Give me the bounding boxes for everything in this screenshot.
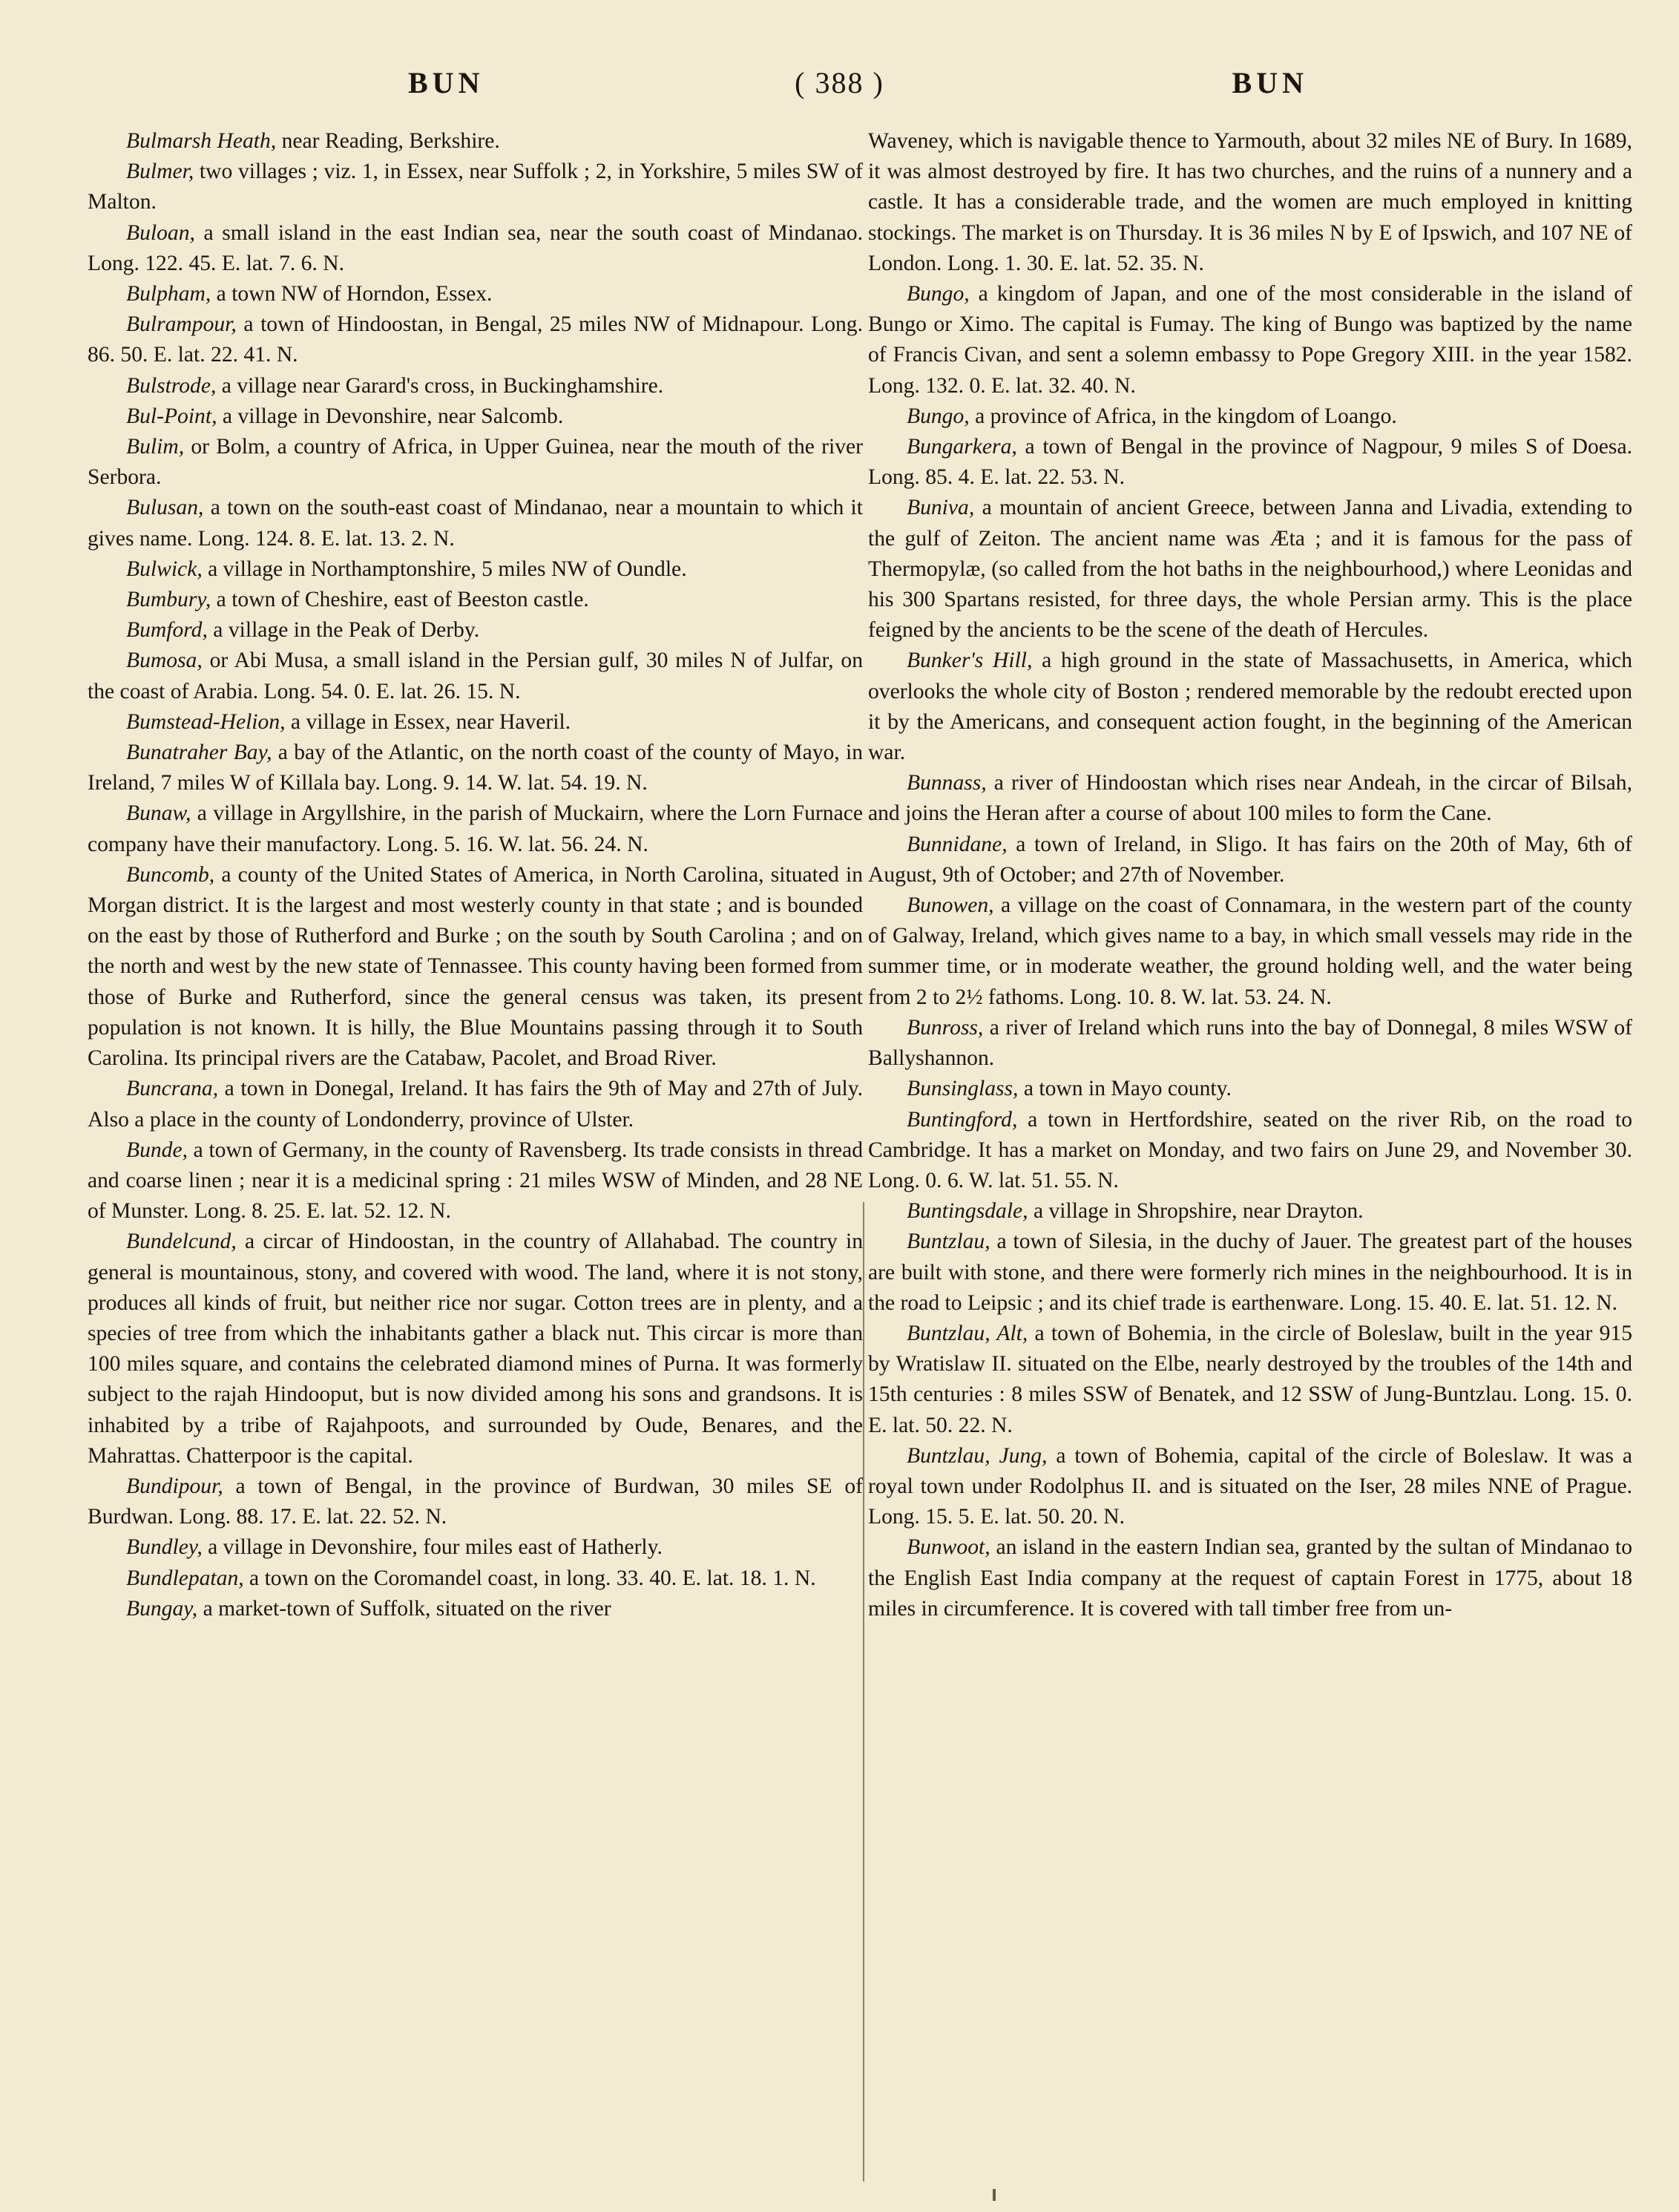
gazetteer-entry (868, 830, 1632, 890)
entry-description: a bay of the Atlantic, on the north coast of the county of Mayo, in Ireland, 7 miles W of Killala bay. Long. 9. 14. W. lat. 54. 19. N. (88, 741, 863, 795)
entry-term: Buntzlau, Alt, (907, 1321, 1028, 1345)
entry-term: Bulusan, (126, 496, 204, 520)
gazetteer-entry (88, 738, 863, 798)
entry-description: a village in Devonshire, four miles east of Hatherly. (202, 1535, 663, 1560)
gazetteer-entry (868, 126, 1632, 279)
gazetteer-entry (88, 401, 863, 432)
entry-description: a town of Cheshire, east of Beeston castle. (211, 588, 589, 612)
entry-description: a high ground in the state of Massachusetts, in America, which overlooks the whole city of Boston ; rendered memorable by the redoubt erected upon it by the Americans, and consequent action fought, in the beginning of the American war. (868, 649, 1632, 765)
column-divider (863, 1202, 864, 2182)
entry-description: an island in the eastern Indian sea, granted by the sultan of Mindanao to the English East India company at the request of captain Forest in 1775, about 18 miles in circumference. It is covered with tall timber free from un- (868, 1535, 1632, 1621)
entry-description: a mountain of ancient Greece, between Janna and Livadia, extending to the gulf of Zeiton. The ancient name was Æta ; and it is famous for the pass of Thermopylæ, (so called from the hot baths in the neighbourhood,) where Leonidas and his 300 Spartans resisted, for three days, the whole Persian army. This is the place feigned by the ancients to be the scene of the death of Hercules. (868, 496, 1632, 643)
entry-term: Bunatraher Bay, (126, 741, 272, 765)
entry-term: Bulmer, (126, 160, 194, 184)
entry-description: a river of Hindoostan which rises near Andeah, in the circar of Bilsah, and joins the Heran after a course of about 100 miles to form the Cane. (868, 771, 1632, 826)
gazetteer-entry (88, 1074, 863, 1135)
entry-description: a town in Mayo county. (1018, 1077, 1232, 1101)
entry-term: Buntingford, (907, 1107, 1018, 1132)
gazetteer-entry (868, 493, 1632, 646)
entry-description: a town of Bengal, in the province of Burdwan, 30 miles SE of Burdwan. Long. 88. 17. E. lat. 22. 52. N. (88, 1474, 863, 1529)
entry-description: a town of Hindoostan, in Bengal, 25 miles NW of Midnapour. Long. 86. 50. E. lat. 22. 41. N. (88, 312, 863, 367)
gazetteer-entry (88, 493, 863, 554)
entry-description: a town in Hertfordshire, seated on the river Rib, on the road to Cambridge. It has a market on Monday, and two fairs on June 29, and November 30. Long. 0. 6. W. lat. 51. 55. N. (868, 1107, 1632, 1192)
entry-term: Buntzlau, (907, 1230, 990, 1254)
gazetteer-entry (88, 1563, 863, 1594)
entry-description: a town of Bohemia, in the circle of Boleslaw, built in the year 915 by Wratislaw II. situated on the Elbe, nearly destroyed by the troubles of the 14th and 15th centuries : 8 miles SSW of Benatek, and 12 SSW of Jung-Buntzlau. Long. 15. 0. E. lat. 50. 22. N. (868, 1321, 1632, 1437)
page-mark (993, 2189, 996, 2201)
entry-description: a circar of Hindoostan, in the country of Allahabad. The country in general is mountainous, stony, and covered with wood. The land, where it is not stony, produces all kinds of fruit, but neither rice nor sugar. Cotton trees are in plenty, and a species of tree from which the inhabitants gather a black nut. This circar is more than 100 miles square, and contains the celebrated diamond mines of Purna. It was formerly subject to the rajah Hindooput, but is now divided among his sons and grandsons. It is inhabited by a tribe of Rajahpoots, and surrounded by Oude, Benares, and the Mahrattas. Chatterpoor is the capital. (88, 1230, 863, 1468)
entry-term: Bumford, (126, 618, 208, 643)
entry-description: a village near Garard's cross, in Buckinghamshire. (216, 373, 664, 398)
entry-term: Buntzlau, Jung, (907, 1443, 1048, 1468)
gazetteer-entry (88, 1471, 863, 1532)
entry-term: Bundley, (126, 1535, 203, 1560)
entry-description: two villages ; viz. 1, in Essex, near Suffolk ; 2, in Yorkshire, 5 miles SW of Malton. (88, 160, 863, 214)
entry-description: a town in Donegal, Ireland. It has fairs the 9th of May and 27th of July. Also a place in the county of Londonderry, province of Ulster. (88, 1077, 863, 1132)
entry-term: Bungo, (907, 282, 970, 306)
entry-term: Bulpham, (126, 282, 211, 306)
gazetteer-entry (868, 890, 1632, 1013)
entry-description: a town on the Coromandel coast, in long. 33. 40. E. lat. 18. 1. N. (243, 1566, 816, 1590)
entry-description: a village on the coast of Connamara, in the western part of the county of Galway, Ireland, which gives name to a bay, in which small vessels may ride in the summer time, or in moderate weather, the ground holding well, and the water being from 2 to 2½ fathoms. Long. 10. 8. W. lat. 53. 24. N. (868, 893, 1632, 1009)
entry-description: or Bolm, a country of Africa, in Upper Guinea, near the mouth of the river Serbora. (88, 435, 863, 490)
entry-term: Bundlepatan, (126, 1566, 244, 1590)
gazetteer-entry (868, 401, 1632, 432)
page-header (111, 65, 1568, 117)
entry-term: Bundelcund, (126, 1230, 237, 1254)
gazetteer-entry (88, 371, 863, 401)
gazetteer-entry (88, 126, 863, 157)
header-left-guide-word: BUN (408, 66, 484, 99)
entry-term: Bunde, (126, 1138, 188, 1162)
entry-term: Bunsinglass, (907, 1077, 1019, 1101)
entry-term: Bulrampour, (126, 312, 237, 337)
entry-term: Bunaw, (126, 801, 191, 826)
gazetteer-entry (868, 1441, 1632, 1533)
entry-term: Bulim, (126, 435, 185, 459)
entry-description: a village in the Peak of Derby. (207, 618, 480, 643)
gazetteer-entry (868, 1319, 1632, 1441)
gazetteer-entry (88, 218, 863, 279)
gazetteer-entry (88, 798, 863, 859)
entry-description: a town of Ireland, in Sligo. It has fairs on the 20th of May, 6th of August, 9th of October; and 27th of November. (868, 832, 1632, 887)
entry-description: a river of Ireland which runs into the bay of Donnegal, 8 miles WSW of Ballyshannon. (868, 1015, 1632, 1071)
entry-description: a town of Bohemia, capital of the circle of Boleslaw. It was a royal town under Rodolphus II. and is situated on the Iser, 28 miles NNE of Prague. Long. 15. 5. E. lat. 50. 20. N. (868, 1443, 1632, 1529)
gazetteer-entry (88, 309, 863, 370)
page-number: ( 388 ) (795, 66, 884, 99)
gazetteer-entry (88, 1227, 863, 1471)
gazetteer-entry (868, 1532, 1632, 1624)
gazetteer-entry (868, 646, 1632, 768)
entry-term: Bunowen, (907, 893, 994, 918)
entry-description: a village in Northamptonshire, 5 miles NW of Oundle. (202, 557, 687, 581)
gazetteer-entry (88, 554, 863, 585)
entry-term: Bungo, (907, 404, 970, 428)
entry-description: or Abi Musa, a small island in the Persian gulf, 30 miles N of Julfar, on the coast of Arabia. Long. 54. 0. E. lat. 26. 15. N. (88, 649, 863, 703)
header-right-guide-word: BUN (1232, 66, 1308, 99)
entry-term: Bunnidane, (907, 832, 1008, 856)
entry-description: a town NW of Horndon, Essex. (211, 282, 493, 306)
entry-description: a market-town of Suffolk, situated on the river (197, 1596, 611, 1621)
entry-description: a town of Silesia, in the duchy of Jauer. The greatest part of the houses are built with stone, and there were formerly rich mines in the neighbourhood. It is in the road to Leipsic ; and its chief trade is earthenware. Long. 15. 40. E. lat. 51. 12. N. (868, 1230, 1632, 1315)
gazetteer-entry (868, 1196, 1632, 1227)
entry-term: Bumosa, (126, 649, 203, 673)
entry-term: Bul-Point, (126, 404, 217, 428)
gazetteer-entry (868, 1227, 1632, 1319)
entry-description: a county of the United States of America, in North Carolina, situated in Morgan district. It is the largest and most westerly county in that state ; and is bounded on the east by those of Rutherford and Burke ; on the south by South Carolina ; and on the north and west by the new state of Tennassee. This county having been formed from those of Burke and Rutherford, since the general census was taken, its present population is not known. It is hilly, the Blue Mountains passing through it to South Carolina. Its principal rivers are the Catabaw, Pacolet, and Broad River. (88, 862, 863, 1071)
gazetteer-entry (88, 707, 863, 738)
gazetteer-entry (88, 860, 863, 1074)
entry-term: Bumbury, (126, 588, 211, 612)
entry-term: Bunnass, (907, 771, 987, 795)
entry-description: Waveney, which is navigable thence to Yarmouth, about 32 miles NE of Bury. In 1689, it was almost destroyed by fire. It has two churches, and the ruins of a nunnery and a castle. It has a considerable trade, and the women are much employed in knitting stockings. The market is on Thursday. It is 36 miles N by E of Ipswich, and 107 NE of London. Long. 1. 30. E. lat. 52. 35. N. (868, 129, 1632, 275)
gazetteer-entry (88, 615, 863, 646)
gazetteer-entry (88, 279, 863, 309)
gazetteer-entry (868, 768, 1632, 829)
entry-description: a town of Bengal in the province of Nagpour, 9 miles S of Doesa. Long. 85. 4. E. lat. 22. 53. N. (868, 435, 1632, 490)
entry-description: a small island in the east Indian sea, near the south coast of Mindanao. Long. 122. 45. E. lat. 7. 6. N. (88, 220, 863, 275)
entry-description: near Reading, Berkshire. (276, 129, 500, 153)
entry-term: Bunross, (907, 1015, 984, 1040)
gazetteer-entry (88, 585, 863, 615)
gazetteer-entry (88, 646, 863, 706)
gazetteer-entry (868, 1105, 1632, 1197)
entry-description: a kingdom of Japan, and one of the most considerable in the island of Bungo or Ximo. The capital is Fumay. The king of Bungo was baptized by the name of Francis Civan, and sent a solemn embassy to Pope Gregory XIII. in the year 1582. Long. 132. 0. E. lat. 32. 40. N. (868, 282, 1632, 398)
entry-description: a town of Germany, in the county of Ravensberg. Its trade consists in thread and coarse linen ; near it is a medicinal spring : 21 miles WSW of Minden, and 28 NE of Munster. Long. 8. 25. E. lat. 52. 12. N. (88, 1138, 863, 1224)
entry-term: Bulmarsh Heath, (126, 129, 277, 153)
entry-description: a town on the south-east coast of Mindanao, near a mountain to which it gives name. Long. 124. 8. E. lat. 13. 2. N. (88, 496, 863, 551)
gazetteer-entry (868, 1013, 1632, 1074)
entry-term: Bumstead-Helion, (126, 709, 286, 734)
entry-term: Bunker's Hill, (907, 649, 1033, 673)
gazetteer-entry (868, 1074, 1632, 1104)
entry-term: Bulwick, (126, 557, 203, 581)
gazetteer-entry (868, 432, 1632, 493)
gazetteer-entry (88, 1532, 863, 1563)
right-column (868, 126, 1632, 1624)
entry-description: a village in Shropshire, near Drayton. (1028, 1199, 1364, 1224)
entry-term: Bunwoot, (907, 1535, 990, 1560)
entry-description: a village in Argyllshire, in the parish of Muckairn, where the Lorn Furnace company have their manufactory. Long. 5. 16. W. lat. 56. 24. N. (88, 801, 863, 856)
entry-term: Bungarkera, (907, 435, 1017, 459)
gazetteer-entry (88, 1594, 863, 1624)
entry-term: Bungay, (126, 1596, 198, 1621)
entry-term: Buntingsdale, (907, 1199, 1028, 1224)
entry-term: Bulstrode, (126, 373, 217, 398)
entry-term: Buncomb, (126, 862, 215, 887)
gazetteer-entry (88, 1135, 863, 1227)
gazetteer-entry (88, 432, 863, 493)
gazetteer-entry (88, 157, 863, 217)
entry-term: Buncrana, (126, 1077, 219, 1101)
entry-description: a village in Essex, near Haveril. (285, 709, 571, 734)
entry-term: Buniva, (907, 496, 975, 520)
left-column (88, 126, 863, 1624)
entry-term: Buloan, (126, 220, 195, 245)
gazetteer-entry (868, 279, 1632, 401)
entry-description: a province of Africa, in the kingdom of Loango. (969, 404, 1397, 428)
entry-description: a village in Devonshire, near Salcomb. (217, 404, 564, 428)
entry-term: Bundipour, (126, 1474, 223, 1498)
